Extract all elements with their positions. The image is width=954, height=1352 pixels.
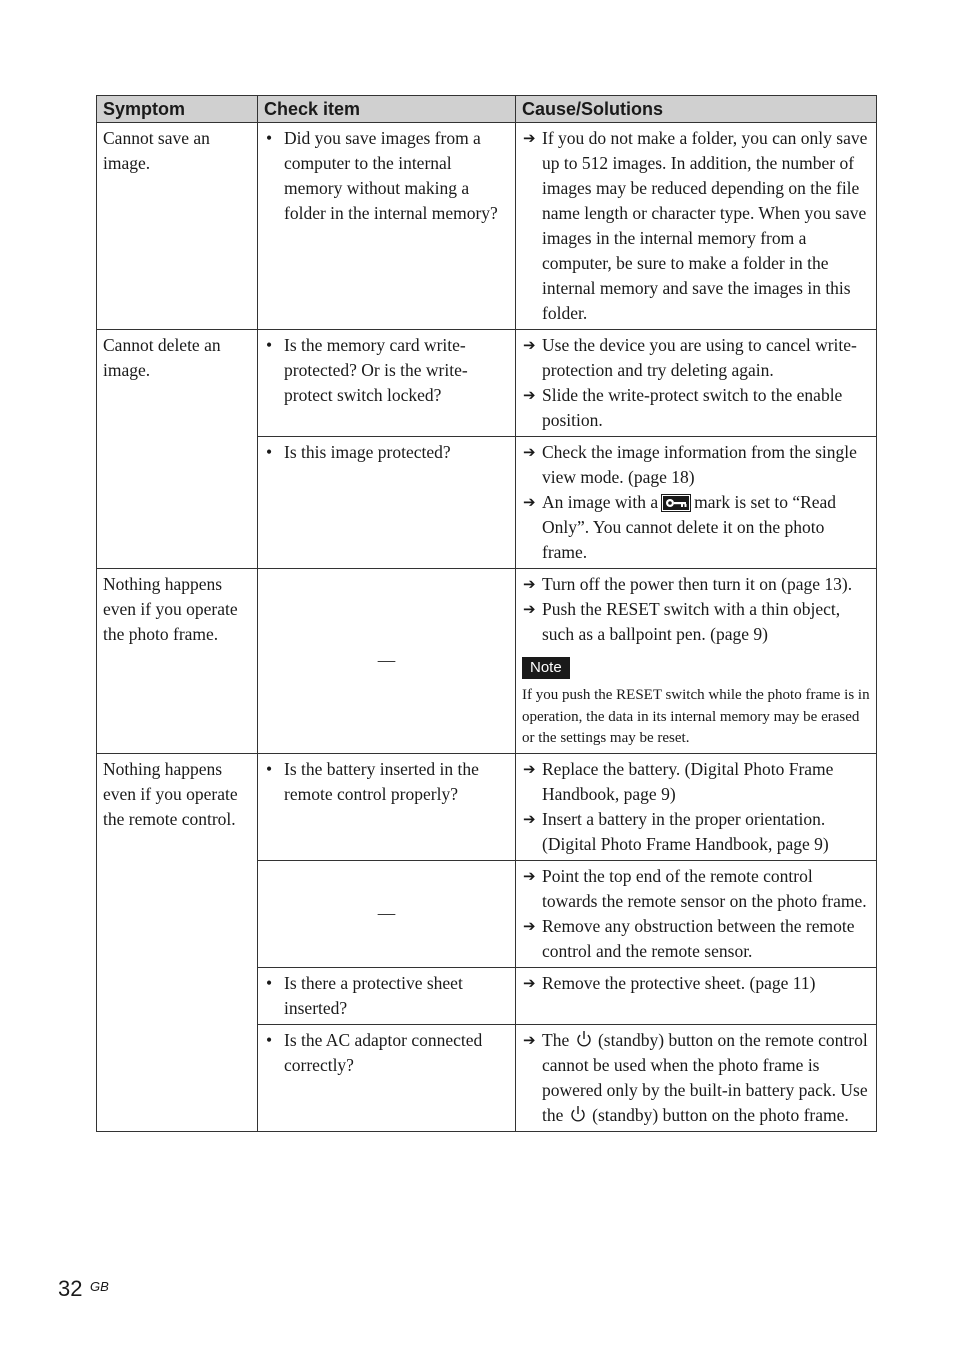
arrow-icon: ➔: [523, 866, 536, 885]
solution-item: ➔ If you do not make a folder, you can only save up to 512 images. In addition, the number of images may be reduced depending on the file name length or character type. When you save images in the internal memory from a computer, be sure to make a folder in the internal memory and save the images in this folder.: [523, 128, 868, 323]
table-row: [97, 569, 877, 754]
solution-item: ➔ Remove any obstruction between the remote control and the remote sensor.: [523, 915, 855, 961]
check-item: • Is this image protected?: [264, 440, 509, 465]
header-row: [97, 96, 877, 123]
solution-item: ➔ The (standby) button on the remote control cannot be used when the photo frame is powered only by the built-in battery pack. Use the (standby) button on the photo frame.: [523, 1029, 868, 1125]
cause-cell: [516, 437, 877, 569]
check-item: • Is the memory card write-protected? Or is the write-protect switch locked?: [264, 333, 509, 408]
troubleshooting-table: [96, 95, 877, 1132]
check-cell: [258, 967, 516, 1024]
solution-item: ➔ Insert a battery in the proper orientation. (Digital Photo Frame Handbook, page 9): [523, 808, 829, 854]
solution-item: ➔ Point the top end of the remote control towards the remote sensor on the photo frame.: [523, 865, 867, 911]
solution-item: ➔ Use the device you are using to cancel write-protection and try deleting again.: [523, 335, 857, 380]
power-standby-icon: [576, 1030, 592, 1048]
solution-item: ➔ Push the RESET switch with a thin object, such as a ballpoint pen. (page 9): [523, 599, 841, 644]
arrow-icon: ➔: [523, 443, 536, 461]
protect-key-icon: [661, 494, 691, 512]
cause-cell: [516, 123, 877, 330]
page-number: 32: [58, 1276, 83, 1301]
check-item: • Is there a protective sheet inserted?: [264, 971, 509, 1021]
arrow-icon: ➔: [523, 386, 536, 404]
arrow-icon: ➔: [523, 575, 536, 593]
symptom-header: Symptom: [97, 96, 258, 123]
arrow-icon: ➔: [523, 759, 536, 778]
cause-cell: [516, 569, 877, 754]
cause-cell: [516, 330, 877, 437]
cause-cell: [516, 860, 877, 967]
page-language-code: GB: [90, 1279, 109, 1294]
check-cell: [258, 330, 516, 437]
solution-item: ➔ Replace the battery. (Digital Photo Frame Handbook, page 9): [523, 758, 834, 804]
solution-item: ➔ Check the image information from the single view mode. (page 18): [523, 442, 857, 487]
table-row: [97, 753, 877, 860]
symptom-cell: Nothing happens even if you operate the photo frame.: [97, 569, 258, 754]
symptom-cell: Cannot delete an image.: [97, 330, 258, 569]
solution-item: ➔ An image with a mark is set to “Read Only”. You cannot delete it on the photo frame.: [523, 492, 837, 562]
check-item-header: Check item: [258, 96, 516, 123]
check-item: • Is the AC adaptor connected correctly?: [264, 1028, 509, 1078]
cause-cell: [516, 753, 877, 860]
arrow-icon: ➔: [523, 809, 536, 828]
arrow-icon: ➔: [523, 1030, 536, 1049]
cause-solutions-header: Cause/Solutions: [516, 96, 877, 123]
cause-cell: [516, 967, 877, 1024]
table-row: [97, 123, 877, 330]
arrow-icon: ➔: [523, 129, 536, 147]
power-standby-icon: [570, 1105, 586, 1123]
table-row: [97, 330, 877, 437]
note-label: Note: [522, 657, 570, 679]
check-cell: —: [258, 569, 516, 754]
check-item: • Is the battery inserted in the remote control properly?: [264, 757, 509, 807]
symptom-cell: Cannot save an image.: [97, 123, 258, 330]
check-cell: —: [258, 860, 516, 967]
check-cell: [258, 753, 516, 860]
cause-cell: [516, 1024, 877, 1131]
arrow-icon: ➔: [523, 916, 536, 935]
solution-item: ➔ Slide the write-protect switch to the enable position.: [523, 385, 843, 430]
check-item: • Did you save images from a computer to the internal memory without making a folder in the internal memory?: [264, 126, 509, 226]
note-text: If you push the RESET switch while the photo frame is in operation, the data in its internal memory may be erased or the settings may be reset.: [522, 687, 870, 746]
arrow-icon: ➔: [523, 336, 536, 354]
check-cell: [258, 437, 516, 569]
arrow-icon: ➔: [523, 973, 536, 992]
check-cell: [258, 1024, 516, 1131]
solution-item: ➔ Turn off the power then turn it on (page 13).: [522, 572, 872, 597]
solution-item: ➔ Remove the protective sheet. (page 11): [522, 971, 872, 996]
symptom-cell: Nothing happens even if you operate the remote control.: [97, 753, 258, 1131]
arrow-icon: ➔: [523, 600, 536, 618]
check-cell: [258, 123, 516, 330]
arrow-icon: ➔: [523, 493, 536, 511]
